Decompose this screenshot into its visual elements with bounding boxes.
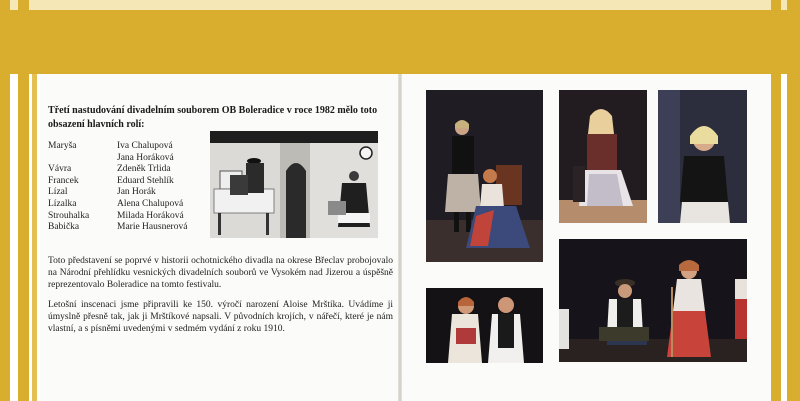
role-name: Lízal xyxy=(48,187,68,198)
stage-photo-woman-scarf xyxy=(658,90,747,223)
stage-photo-seated-woman xyxy=(559,90,647,223)
archival-photo-drawing xyxy=(210,131,378,238)
role-name: Vávra xyxy=(48,164,72,175)
stage-photo-drawing xyxy=(559,239,747,362)
archival-stage-photo xyxy=(210,131,378,238)
role-name: Lízalka xyxy=(48,198,77,209)
stage-photo-drawing xyxy=(426,288,543,363)
cast-row xyxy=(48,141,213,153)
cast-list xyxy=(48,141,213,234)
cast-row xyxy=(48,222,213,234)
actor-name: Jana Horáková xyxy=(117,152,174,163)
gold-stripe-left xyxy=(0,0,10,401)
stage-photo-drawing xyxy=(426,90,543,262)
stage-photo-drawing xyxy=(658,90,747,223)
role-name: Maryša xyxy=(48,141,77,151)
stage-photo-two-women xyxy=(426,90,543,262)
right-page xyxy=(402,74,771,401)
role-name: Strouhalka xyxy=(48,210,90,221)
cast-row xyxy=(48,211,213,223)
role-name: Francek xyxy=(48,175,79,186)
gold-stripe-right xyxy=(771,0,781,401)
paragraph-festival: Toto představení se poprvé v historii ochotnického divadla na okrese Břeclav probojovalo na Národní přehlídku vesnických divadelních souborů ve Vysokém nad Jizerou a úspěšně reprezentovalo Boleradice na tomto festivalu. xyxy=(48,256,393,290)
cast-row xyxy=(48,153,213,165)
left-page xyxy=(40,74,398,401)
paragraph-anniversary: Letošní inscenaci jsme připravili ke 150. výročí narození Aloise Mrštíka. Uvádíme ji úmyslně přesně tak, jak ji Mrštíkové napsali. V původních krojích, v nářečí, které je nám vlastní, a s písněmi uvedenými v sedmém vydání z roku 1910. xyxy=(48,300,393,334)
gold-stripe-left-inner xyxy=(18,0,29,401)
role-name: Babička xyxy=(48,222,80,233)
stage-photo-couple xyxy=(426,288,543,363)
actor-name: Iva Chalupová xyxy=(117,141,173,151)
cast-row xyxy=(48,164,213,176)
gold-header-band xyxy=(0,10,800,74)
actor-name: Eduard Stehlík xyxy=(117,175,174,186)
stage-photo-drawing xyxy=(559,90,647,223)
top-border xyxy=(0,0,800,10)
gold-stripe-right-outer xyxy=(787,0,800,401)
actor-name: Marie Hausnerová xyxy=(117,222,188,233)
cast-row xyxy=(48,187,213,199)
role-name xyxy=(48,153,117,165)
actor-name: Milada Horáková xyxy=(117,210,184,221)
gold-stripe-left-thin xyxy=(32,74,37,401)
actor-name: Alena Chalupová xyxy=(117,198,184,209)
stage-photo-group-scene xyxy=(559,239,747,362)
cast-row xyxy=(48,199,213,211)
actor-name: Jan Horák xyxy=(117,187,156,198)
cast-row xyxy=(48,176,213,188)
cast-intro-heading: Třetí nastudování divadelním souborem OB Boleradice v roce 1982 mělo toto obsazení hlavních rolí: xyxy=(48,105,378,130)
actor-name: Zdeněk Trlida xyxy=(117,164,171,175)
